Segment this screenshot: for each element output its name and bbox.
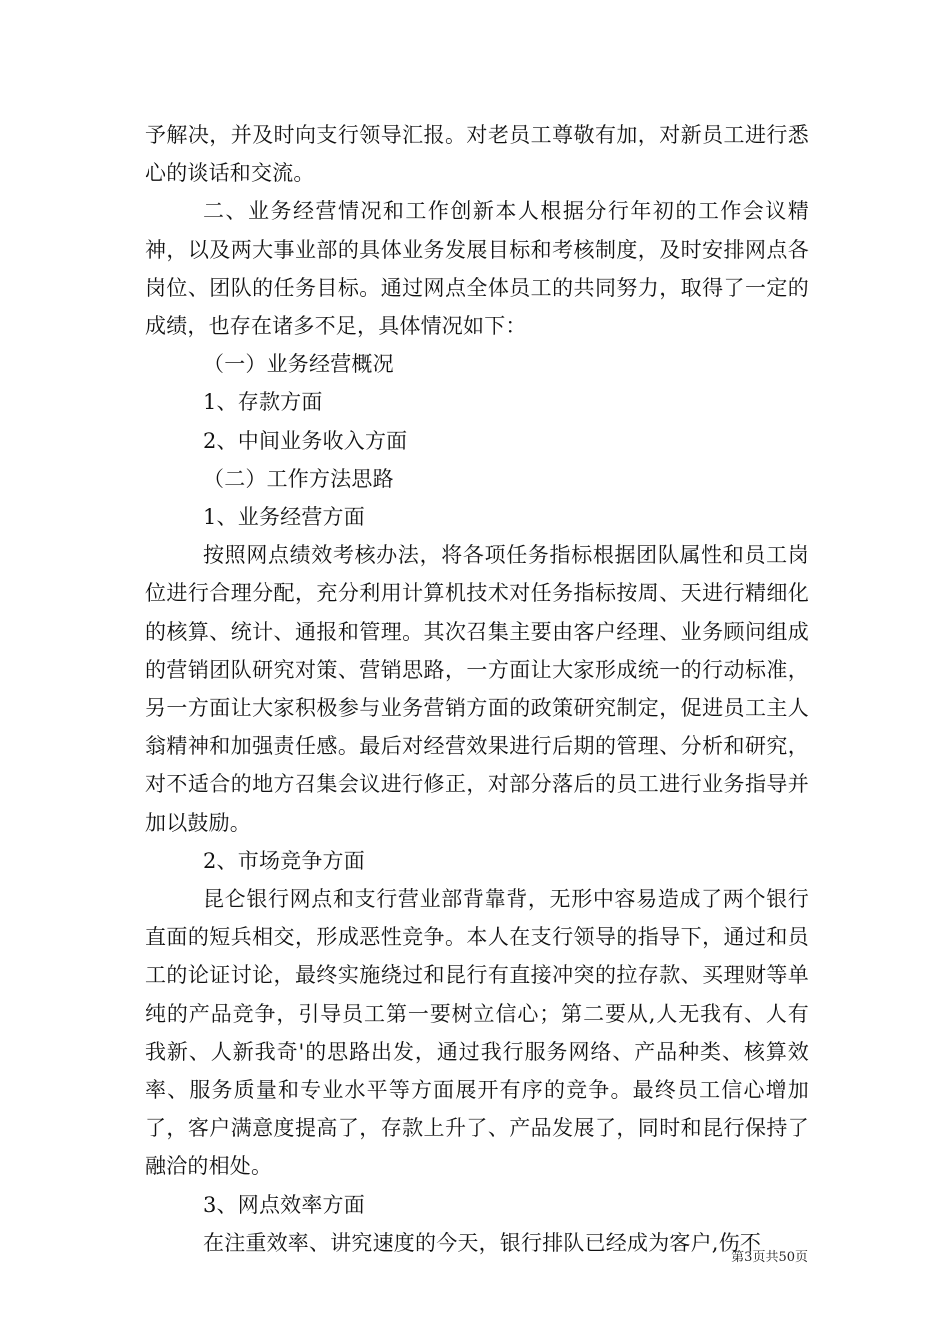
item-intermediate-income: 2、中间业务收入方面 <box>203 428 408 453</box>
item-branch-efficiency: 3、网点效率方面 <box>203 1192 365 1217</box>
paragraph-performance-assessment: 按照网点绩效考核办法，将各项任务指标根据团队属性和员工岗位进行合理分配，充分利用计算机技术对任务指标按周、天进行精细化的核算、统计、通报和管理。其次召集主要由客户经理、业务顾问组成的营销团队研究对策、营销思路，一方面让大家形成统一的行动标准，另一方面让大家积极参与业务营销方面的政策研究制定，促进员工主人翁精神和加强责任感。最后对经营效果进行后期的管理、分析和研究，对不适合的地方召集会议进行修正，对部分落后的员工进行业务指导并加以鼓励。 <box>145 543 809 835</box>
subheading-work-methods: （二）工作方法思路 <box>203 466 394 491</box>
subheading-business-overview: （一）业务经营概况 <box>203 352 394 377</box>
item-business-operations: 1、业务经营方面 <box>203 505 365 530</box>
paragraph-competition-detail: 昆仑银行网点和支行营业部背靠背，无形中容易造成了两个银行直面的短兵相交，形成恶性竞争。本人在支行领导的指导下，通过和员工的论证讨论，最终实施绕过和昆行有直接冲突的拉存款、买理财等单纯的产品竞争，引导员工第一要树立信心；第二要从,人无我有、人有我新、人新我奇'的思路出发，通过我行服务网络、产品种类、核算效率、服务质量和专业水平等方面展开有序的竞争。最终员工信心增加了，客户满意度提高了，存款上升了、产品发展了，同时和昆行保持了融洽的相处。 <box>145 887 809 1179</box>
paragraph-section-two: 二、业务经营情况和工作创新本人根据分行年初的工作会议精神，以及两大事业部的具体业务发展目标和考核制度，及时安排网点各岗位、团队的任务目标。通过网点全体员工的共同努力，取得了一定的成绩，也存在诸多不足，具体情况如下： <box>145 199 809 339</box>
body-text <box>145 116 809 1262</box>
paragraph-efficiency-start: 在注重效率、讲究速度的今天，银行排队已经成为客户,伤不 <box>203 1230 762 1255</box>
item-market-competition: 2、市场竞争方面 <box>203 848 365 873</box>
item-deposits: 1、存款方面 <box>203 390 323 415</box>
page-number: 第3页共50页 <box>731 1250 808 1265</box>
paragraph-continuation: 予解决，并及时向支行领导汇报。对老员工尊敬有加，对新员工进行悉心的谈话和交流。 <box>145 123 809 186</box>
